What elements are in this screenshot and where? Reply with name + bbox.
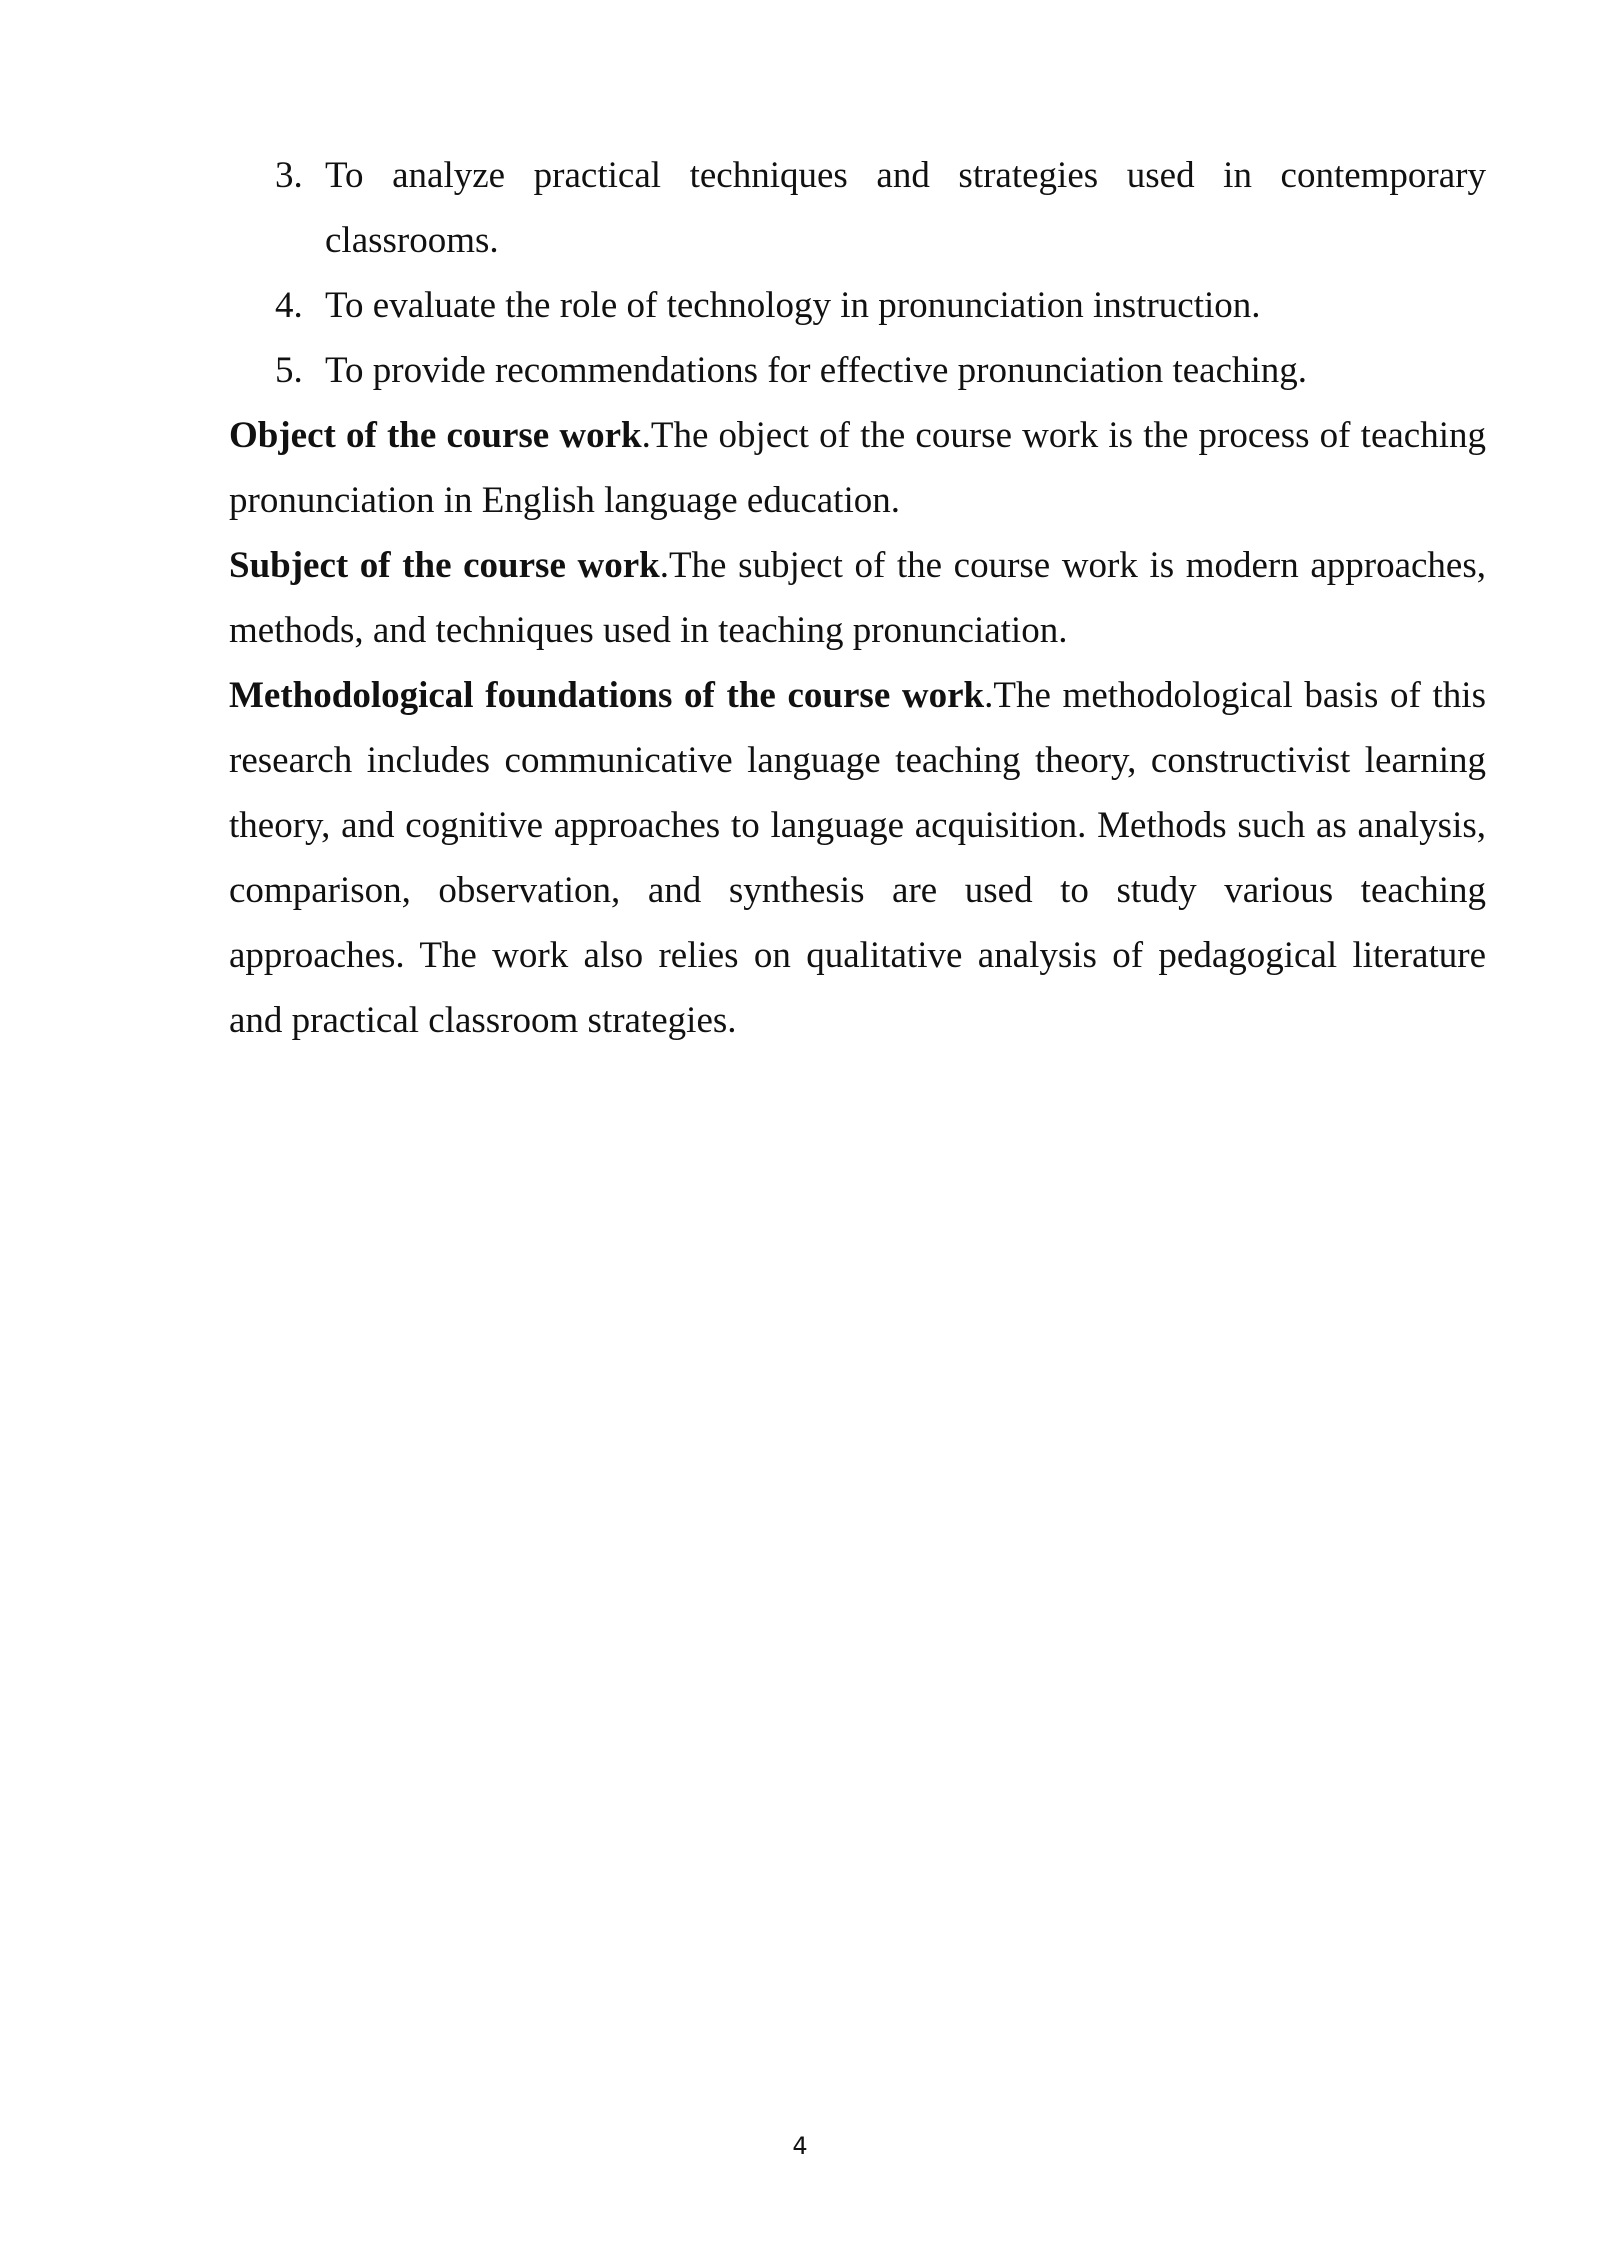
subject-heading: Subject of the course work — [229, 545, 660, 586]
subject-paragraph — [229, 533, 1486, 663]
list-item — [229, 273, 1486, 338]
list-item-text: To provide recommendations for effective pronunciation teaching. — [325, 350, 1308, 391]
subject-text: .The subject of the course work is modern approaches, methods, and techniques used in teaching pronunciation. — [229, 545, 1487, 651]
object-paragraph — [229, 403, 1486, 533]
page-body — [229, 143, 1486, 1053]
methodology-text: .The methodological basis of this research includes communicative language teaching theory, constructivist learning theory, and cognitive approaches to language acquisition. Methods such as analysis, comparison, observation, and synthesis are used to study various teaching approaches. The work also relies on qualitative analysis of pedagogical literature and practical classroom strategies. — [229, 675, 1486, 1041]
objectives-list — [229, 143, 1486, 403]
methodology-paragraph — [229, 663, 1486, 1053]
list-item-text: To analyze practical techniques and strategies used in contemporary classrooms. — [325, 155, 1486, 261]
list-item-number: 5. — [275, 350, 303, 391]
object-text: .The object of the course work is the process of teaching pronunciation in English language education. — [229, 415, 1486, 521]
object-heading: Object of the course work — [229, 415, 642, 456]
list-item — [229, 338, 1486, 403]
list-item-number: 3. — [275, 155, 303, 196]
list-item-text: To evaluate the role of technology in pronunciation instruction. — [325, 285, 1261, 326]
list-item-number: 4. — [275, 285, 303, 326]
list-item — [229, 143, 1486, 273]
page-number: 4 — [792, 2132, 808, 2160]
methodology-heading: Methodological foundations of the course work — [229, 675, 985, 716]
